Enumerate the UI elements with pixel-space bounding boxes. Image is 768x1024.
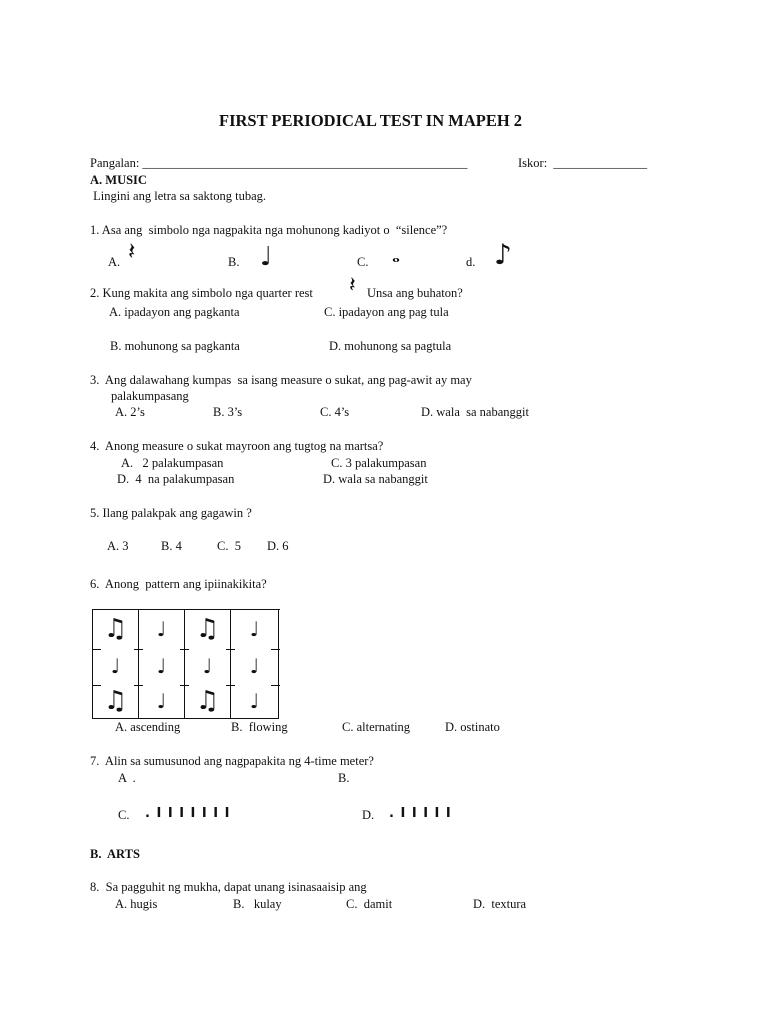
- q1-option-d[interactable]: d.: [466, 255, 476, 269]
- section-a-title: A. MUSIC: [90, 173, 147, 187]
- q7-option-a[interactable]: A .: [118, 771, 136, 785]
- q1-option-c[interactable]: C.: [357, 255, 369, 269]
- question-6: 6. Anong pattern ang ipiinakikita?: [90, 577, 267, 591]
- q1-option-b[interactable]: B.: [228, 255, 240, 269]
- q5-option-c[interactable]: C. 5: [217, 539, 241, 553]
- q5-option-d[interactable]: D. 6: [267, 539, 289, 553]
- quarter-rest-icon: 𝄽: [349, 273, 356, 298]
- instructions: Lingini ang letra sa saktong tubag.: [90, 189, 267, 203]
- question-7: 7. Alin sa sumusunod ang nagpapakita ng 4-time meter?: [90, 754, 374, 768]
- q6-option-d[interactable]: D. ostinato: [445, 720, 500, 734]
- beamed-eighth-notes-icon: ♫: [103, 686, 128, 716]
- quarter-note-icon: ♩: [249, 654, 260, 678]
- q1-option-a[interactable]: A.: [108, 255, 121, 269]
- quarter-note-icon: ♩: [156, 654, 167, 678]
- question-2: 2. Kung makita ang simbolo nga quarter rest: [90, 286, 313, 300]
- score-field[interactable]: Iskor: _______________: [518, 156, 648, 170]
- q6-option-c[interactable]: C. alternating: [342, 720, 411, 734]
- q7-option-b[interactable]: B.: [338, 771, 350, 785]
- beamed-eighth-notes-icon: ♫: [103, 614, 128, 644]
- rhythm-pattern-grid: [92, 609, 279, 719]
- q2-option-c[interactable]: C. ipadayon ang pag tula: [324, 305, 449, 319]
- quarter-note-icon: ♩: [249, 617, 260, 641]
- beamed-eighth-notes-icon: ♫: [195, 614, 220, 644]
- q6-option-b[interactable]: B. flowing: [231, 720, 288, 734]
- q7-pattern-c: . I I I I I I I: [145, 806, 231, 821]
- whole-note-icon: 𝅝: [392, 243, 400, 267]
- q7-pattern-d: . I I I I I: [389, 806, 452, 821]
- quarter-note-icon: ♩: [156, 689, 167, 713]
- quarter-note-icon: ♩: [110, 654, 121, 678]
- q2-option-a[interactable]: A. ipadayon ang pagkanta: [109, 305, 240, 319]
- q4-option-a[interactable]: A. 2 palakumpasan: [121, 456, 224, 470]
- quarter-note-icon: ♩: [156, 617, 167, 641]
- beamed-eighth-notes-icon: ♫: [195, 686, 220, 716]
- quarter-note-icon: ♩: [249, 689, 260, 713]
- name-field[interactable]: Pangalan: ____________________________________________________: [90, 156, 468, 170]
- eighth-note-icon: ♪: [494, 238, 512, 271]
- q2-option-d[interactable]: D. mohunong sa pagtula: [329, 339, 452, 353]
- q8-option-b[interactable]: B. kulay: [233, 897, 282, 911]
- page-title: FIRST PERIODICAL TEST IN MAPEH 2: [219, 111, 523, 130]
- question-3-continuation: palakumpasang: [111, 389, 189, 403]
- q4-option-d2[interactable]: D. wala sa nabanggit: [323, 472, 428, 486]
- q8-option-a[interactable]: A. hugis: [115, 897, 158, 911]
- q4-option-d1[interactable]: D. 4 na palakumpasan: [117, 472, 235, 486]
- q3-option-d[interactable]: D. wala sa nabanggit: [421, 405, 529, 419]
- q5-option-a[interactable]: A. 3: [107, 539, 129, 553]
- section-b-title: B. ARTS: [90, 847, 140, 861]
- question-5: 5. Ilang palakpak ang gagawin ?: [90, 506, 252, 520]
- quarter-note-icon: ♩: [260, 242, 273, 272]
- question-4: 4. Anong measure o sukat mayroon ang tugtog na martsa?: [90, 439, 384, 453]
- q8-option-c[interactable]: C. damit: [346, 897, 393, 911]
- question-3: 3. Ang dalawahang kumpas sa isang measure o sukat, ang pag-awit ay may: [90, 373, 472, 387]
- q5-option-b[interactable]: B. 4: [161, 539, 182, 553]
- question-8: 8. Sa pagguhit ng mukha, dapat unang isinasaaisip ang: [90, 880, 367, 894]
- q7-option-d[interactable]: D.: [362, 808, 375, 822]
- quarter-rest-icon: 𝄽: [128, 237, 136, 265]
- q8-option-d[interactable]: D. textura: [473, 897, 527, 911]
- q3-option-b[interactable]: B. 3’s: [213, 405, 243, 419]
- question-1: 1. Asa ang simbolo nga nagpakita nga mohunong kadiyot o “silence”?: [90, 223, 448, 237]
- quarter-note-icon: ♩: [202, 654, 213, 678]
- q3-option-a[interactable]: A. 2’s: [115, 405, 145, 419]
- q4-option-c[interactable]: C. 3 palakumpasan: [331, 456, 427, 470]
- q6-option-a[interactable]: A. ascending: [115, 720, 181, 734]
- q3-option-c[interactable]: C. 4’s: [320, 405, 350, 419]
- question-2-continuation: Unsa ang buhaton?: [367, 286, 463, 300]
- q2-option-b[interactable]: B. mohunong sa pagkanta: [110, 339, 240, 353]
- q7-option-c[interactable]: C.: [118, 808, 130, 822]
